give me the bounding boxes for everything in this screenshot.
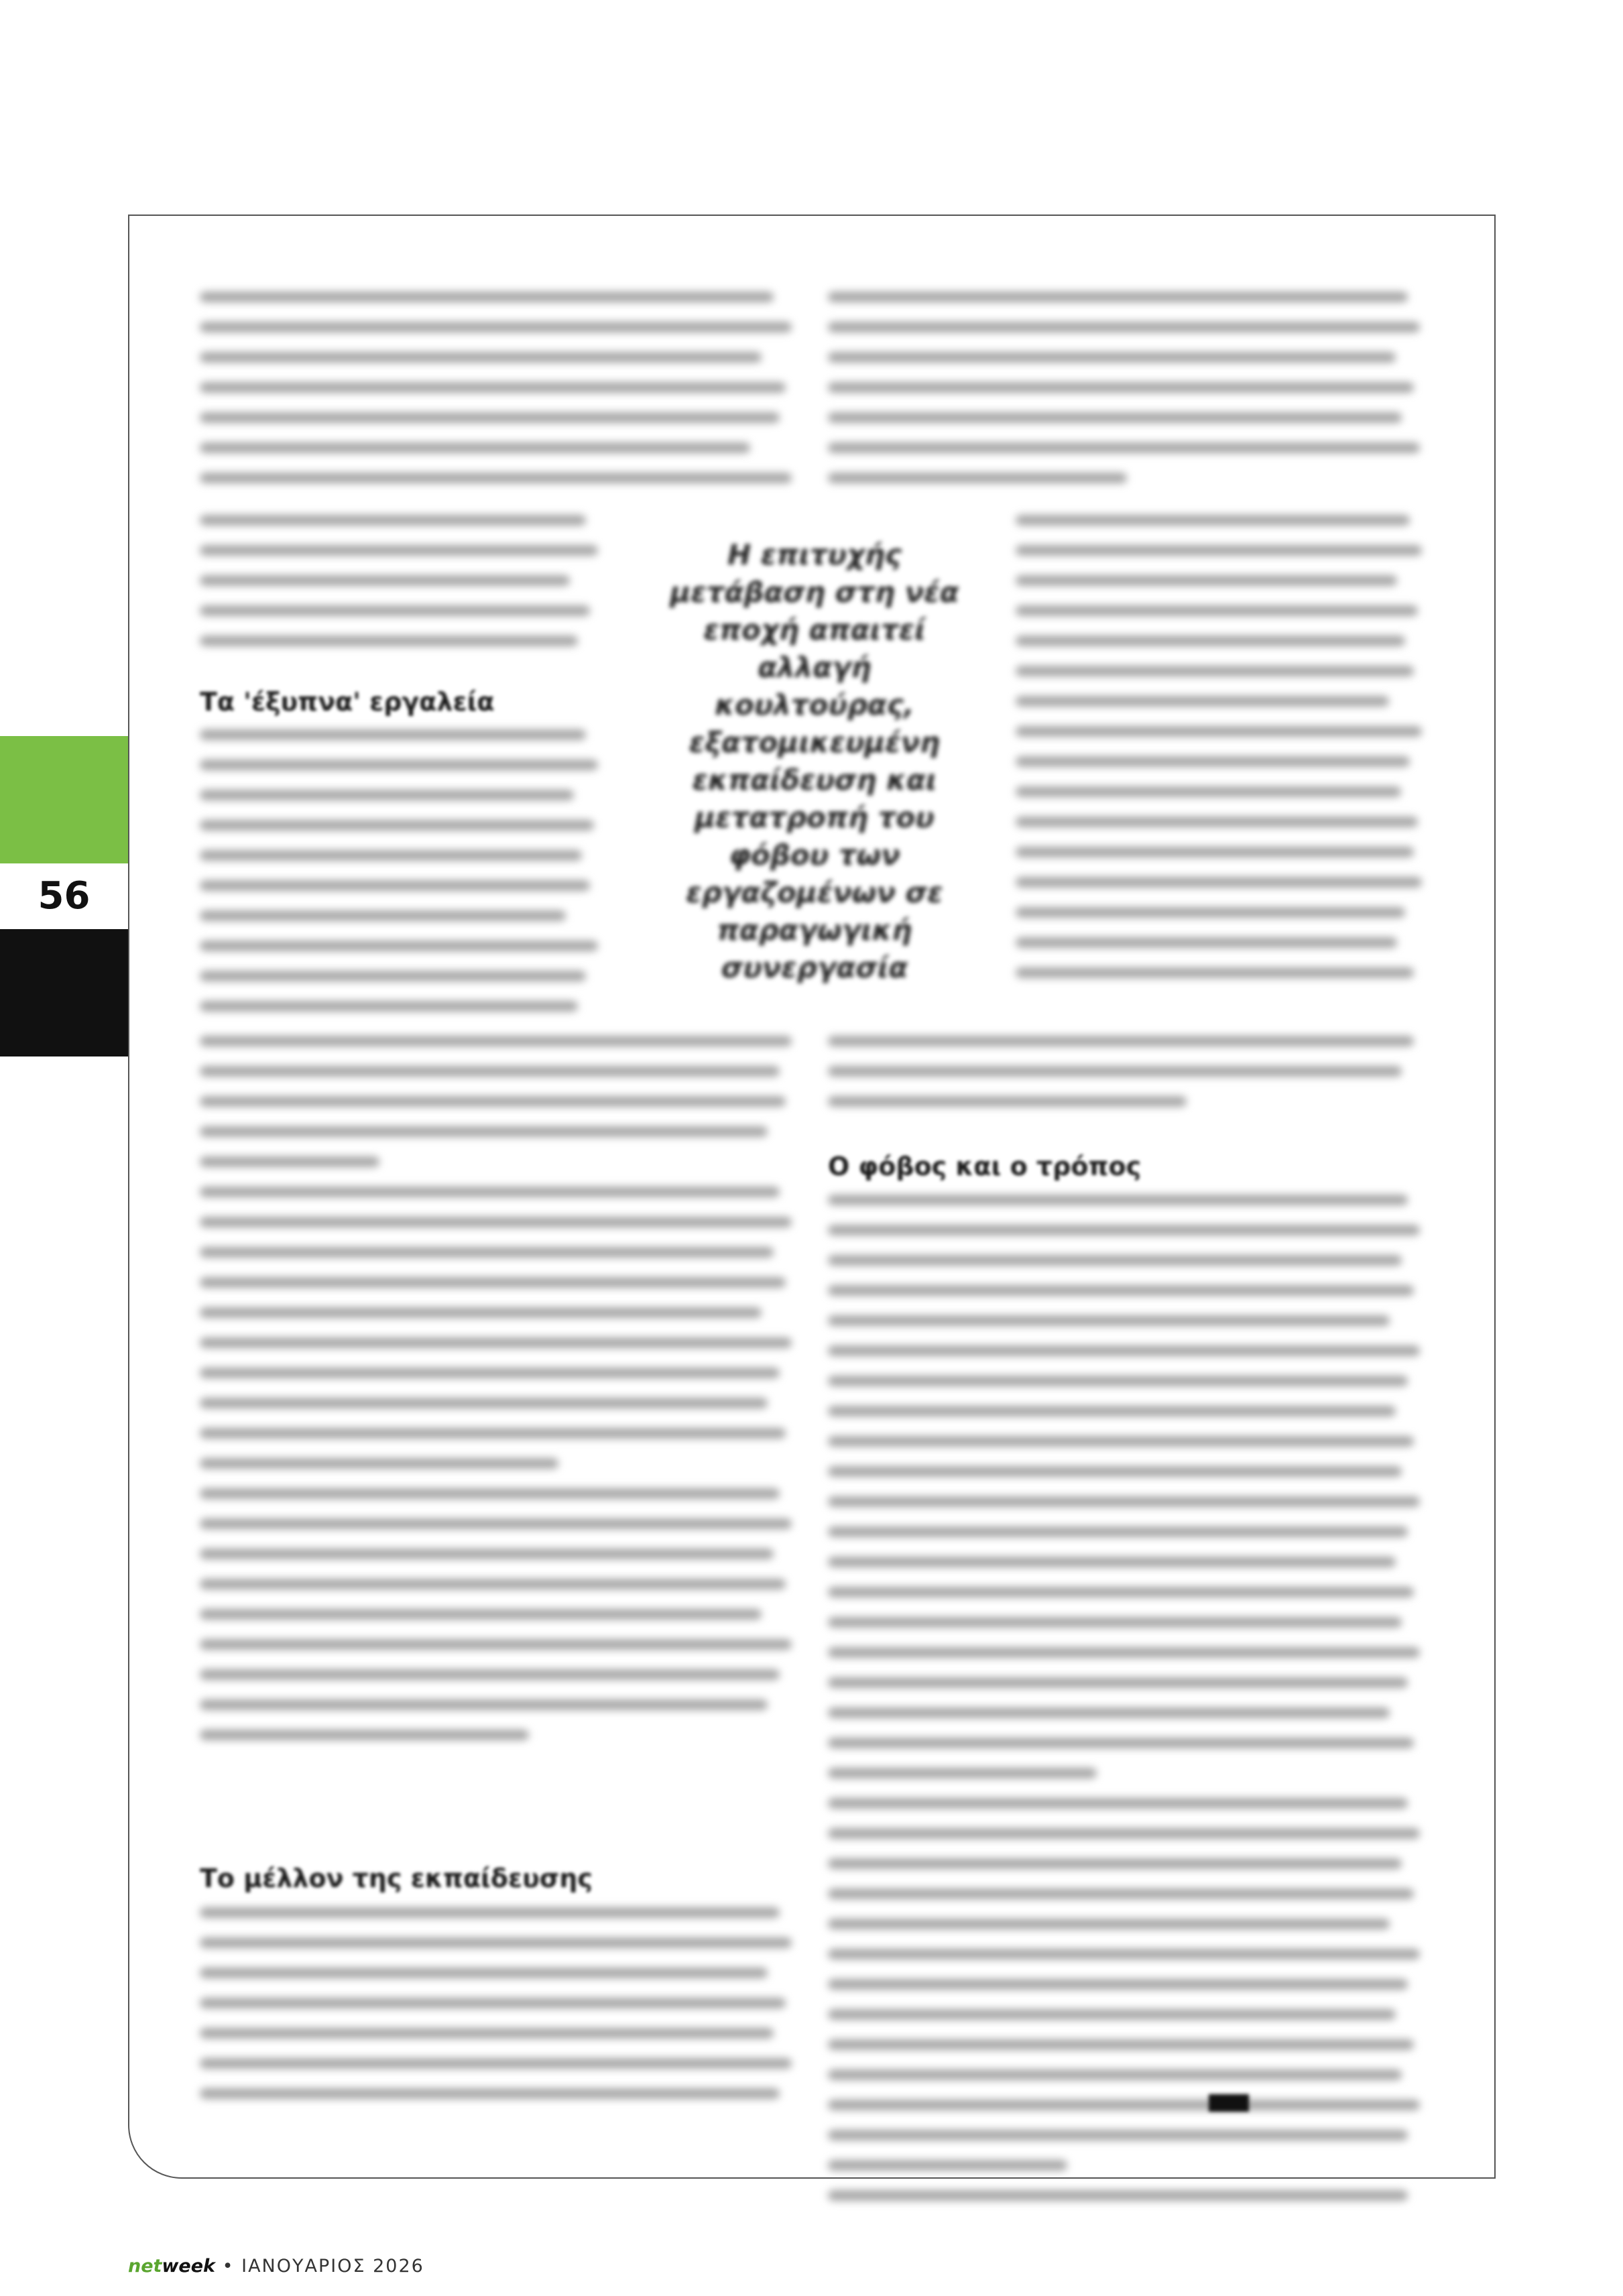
brand-week: week xyxy=(162,2256,215,2277)
page-number: 56 xyxy=(38,874,91,918)
body-text-right-3 xyxy=(828,1036,1426,1126)
pull-quote: Η επιτυχής μετάβαση στη νέα εποχή απαιτεί αλλαγή κουλτούρας, εξατομικευμένη εκπαίδευση και μετατροπή του φόβου των εργαζομένων σε παραγωγική συνεργασία xyxy=(670,538,959,984)
footer-separator: • xyxy=(222,2256,235,2277)
brand-net: net xyxy=(128,2256,162,2277)
body-text-left-4 xyxy=(200,1036,798,1760)
section-tab-black xyxy=(0,929,128,1056)
body-text-right-2 xyxy=(1016,515,1426,998)
body-text-right-4 xyxy=(828,1195,1426,2220)
body-text-left-3 xyxy=(200,729,602,1031)
section-heading-future: Το μέλλον της εκπαίδευσης xyxy=(200,1864,593,1893)
body-text-right-1 xyxy=(828,292,1426,503)
body-text-left-1 xyxy=(200,292,798,503)
footer xyxy=(128,2256,424,2277)
section-tab-green xyxy=(0,736,128,863)
section-heading-tools: Τα 'έξυπνα' εργαλεία xyxy=(200,687,495,717)
body-text-left-2 xyxy=(200,515,602,666)
article-end-mark xyxy=(1209,2094,1249,2112)
section-heading-fear: Ο φόβος και ο τρόπος xyxy=(828,1152,1142,1181)
body-text-left-5 xyxy=(200,1907,798,2118)
footer-issue: ΙΑΝΟΥΑΡΙΟΣ 2026 xyxy=(241,2256,424,2277)
